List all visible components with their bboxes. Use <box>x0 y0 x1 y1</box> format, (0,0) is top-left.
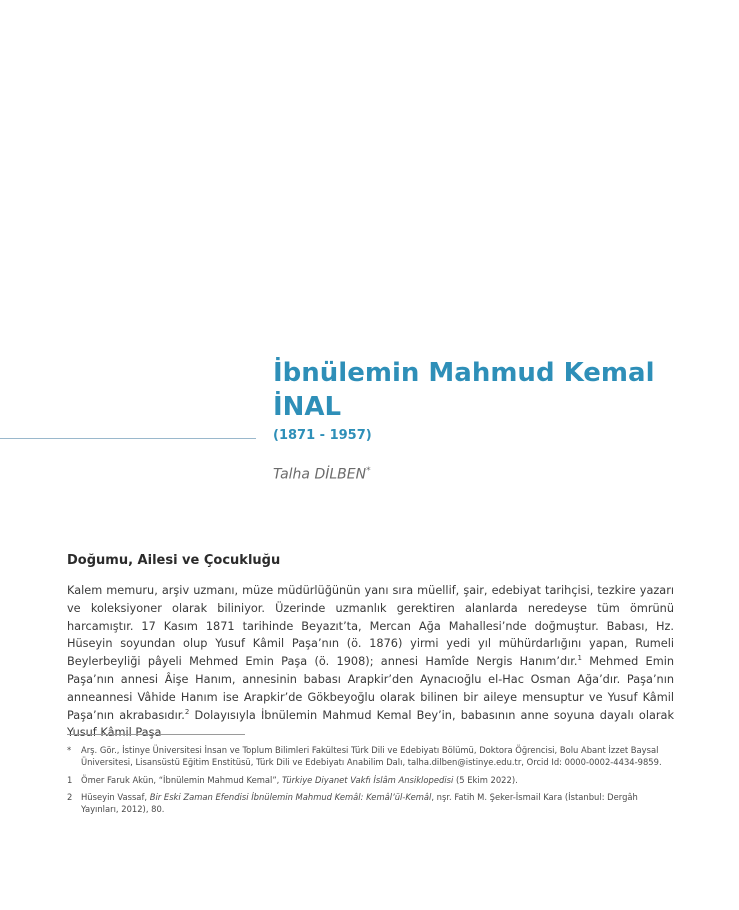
paragraph-part-1: Kalem memuru, arşiv uzmanı, müze müdürlüğünün yanı sıra müellif, şair, edebiyat tarihçisi, tezkire yazarı ve koleksiyoner olarak biliniyor. Üzerinde uzmanlık gerektiren alanlarda neredeyse tüm ömrünü harcamıştır. 17 Kasım 1871 tarihinde Beyazıt’ta, Mercan Ağa Mahallesi’nde doğmuştur. Babası, Hz. Hüseyin soyundan olup Yusuf Kâmil Paşa’nın (ö. 1876) yirmi yedi yıl mühürdarlığını yapan, Rumeli Beylerbeyliği pâyeli Mehmed Emin Paşa (ö. 1908); annesi Hamîde Nergis Hanım’dır. <box>67 584 674 669</box>
footnote-mark: 1 <box>67 774 73 785</box>
paragraph-part-3: Dolayısıyla İbnülemin Mahmud Kemal Bey’in, babasının anne soyuna dayalı olarak Yusuf Kâmil Paşa <box>67 708 674 740</box>
footnote-text <box>81 791 667 816</box>
footnote-text-after: , nşr. Fatih M. Şeker-İsmail Kara (İstanbul: Dergâh Yayınları, 2012), 80. <box>81 791 638 815</box>
paragraph-part-2: Mehmed Emin Paşa’nın annesi Âişe Hanım, annesinin babası Arapkir’den Aynacıoğlu el-Hac Osman Ağa’dır. Paşa’nın anneannesi Vâhide Hanım ise Arapkir’de Gökbeyoğlu olarak bilinen bir aileye mensuptur ve Yusuf Kâmil Paşa’nın akrabasıdır. <box>67 655 674 722</box>
footnotes <box>67 744 667 820</box>
author-footnote-mark: * <box>366 466 371 476</box>
footnote-text-after: (5 Ekim 2022). <box>453 774 518 785</box>
footnote-ref-1[interactable]: 1 <box>577 654 582 663</box>
footnote-divider <box>67 734 245 735</box>
body-paragraph <box>67 582 674 742</box>
section-heading: Doğumu, Ailesi ve Çocukluğu <box>67 553 281 568</box>
footnote-mark: 2 <box>67 791 73 802</box>
author-byline <box>273 466 371 483</box>
footnote-mark: * <box>67 745 72 755</box>
title-block <box>273 356 713 443</box>
footnote-text <box>81 774 667 786</box>
title-divider-line <box>0 438 256 439</box>
footnote-star <box>67 744 667 769</box>
article-title: İbnülemin Mahmud Kemal İNAL <box>273 358 655 422</box>
footnote-source-title: Bir Eski Zaman Efendisi İbnülemin Mahmud Kemâl: Kemâl’ül-Kemâl <box>149 791 432 802</box>
article-years: (1871 - 1957) <box>273 428 372 443</box>
footnote-ref-2[interactable]: 2 <box>184 707 190 716</box>
footnote-text-before: Hüseyin Vassaf, <box>81 791 150 802</box>
footnote-1 <box>67 774 667 786</box>
footnote-text: Arş. Gör., İstinye Üniversitesi İnsan ve Toplum Bilimleri Fakültesi Türk Dili ve Edebiyatı Bölümü, Doktora Öğrencisi, Bolu Abant İzzet Baysal Üniversitesi, Lisansüstü Eğitim Enstitüsü, Türk Dili ve Edebiyatı Anabilim Dalı, talha.dilben@istinye.edu.tr, Orcid Id: 0000-0002-4434-9859. <box>81 745 662 768</box>
footnote-text-before: Ömer Faruk Akün, “İbnülemin Mahmud Kemal”, <box>81 774 283 785</box>
footnote-2 <box>67 791 667 816</box>
footnote-source-title: Türkiye Diyanet Vakfı İslâm Ansiklopedisi <box>282 774 454 785</box>
author-name: Talha DİLBEN <box>273 466 367 483</box>
